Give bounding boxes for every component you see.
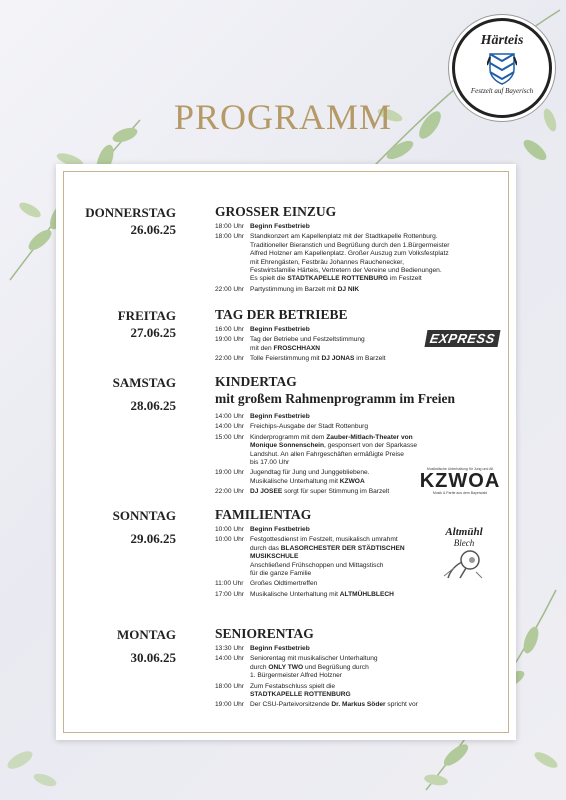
kzwoa-tagline-bottom: Musik & Partie aus dem Bayerwald xyxy=(432,491,488,495)
program-time: 19:00 Uhr xyxy=(215,336,244,344)
coat-of-arms-icon xyxy=(487,51,517,85)
page-title: PROGRAMM xyxy=(173,97,393,137)
logo-subtitle: Festzelt auf Bayerisch xyxy=(470,87,534,95)
day-label-friday xyxy=(76,307,176,341)
altmuehlblech-logo xyxy=(436,526,492,587)
day-name: MONTAG xyxy=(117,627,176,642)
program-card xyxy=(56,164,516,740)
program-row xyxy=(215,423,507,431)
program-row xyxy=(215,655,507,680)
program-text: DJ JOSEE sorgt für super Stimmung im Barzelt xyxy=(250,488,390,496)
program-time: 17:00 Uhr xyxy=(215,590,244,598)
day-heading: SENIORENTAG xyxy=(215,626,314,641)
program-time: 19:00 Uhr xyxy=(215,701,244,709)
program-time: 14:00 Uhr xyxy=(215,655,244,663)
day-heading: FAMILIENTAG xyxy=(215,507,312,522)
program-time: 10:00 Uhr xyxy=(215,526,244,533)
day-date: 30.06.25 xyxy=(130,650,176,665)
program-time: 22:00 Uhr xyxy=(215,488,244,496)
program-row xyxy=(215,355,507,363)
program-time: 14:00 Uhr xyxy=(215,413,244,420)
program-text: Tag der Betriebe und Festzeltstimmung mit den FROSCHHAXN xyxy=(250,336,365,352)
logo-title: Härteis xyxy=(480,33,524,48)
day-label-saturday xyxy=(76,374,176,414)
program-time: 18:00 Uhr xyxy=(215,223,244,230)
day-label-thursday xyxy=(76,204,176,238)
program-text: Beginn Festbetrieb xyxy=(250,326,310,333)
program-row xyxy=(215,645,507,653)
kzwoa-tagline-top: Musikalische Unterhaltung für Jung und Alt xyxy=(426,467,494,471)
day-name: SONNTAG xyxy=(112,508,176,523)
program-text: Tolle Feierstimmung mit DJ JONAS im Barzelt xyxy=(250,355,386,363)
program-time: 14:00 Uhr xyxy=(215,423,244,431)
program-time: 15:00 Uhr xyxy=(215,433,244,441)
program-row xyxy=(215,683,507,700)
program-text: Standkonzert am Kapellenplatz mit der Stadtkapelle Rottenburg. Traditioneller Bieranstich und Begrüßung durch den 1.Bürgermeister Alfred Holzner am Kapellenplatz. Großer Auszug zum Volksfestplatz mit Ehrengästen, Festbräu Johannes Rauchenecker, Festwirtsfamilie Härteis, Vertretern der Vereine und Bedienungen. Es spielt die STADTKAPELLE ROTTENBURG im Festzelt xyxy=(250,233,450,283)
express-logo: EXPRESS xyxy=(425,330,501,347)
day-name: SAMSTAG xyxy=(112,375,176,390)
day-date: 27.06.25 xyxy=(130,325,176,340)
program-row xyxy=(215,591,507,599)
program-text: Kinderprogramm mit dem Zauber-Mitlach-Theater von Monique Sonnenschein, gesponsert von der Sparkasse Landshut. An allen Fahrgeschäften ermäßigte Preise bis 17.00 Uhr xyxy=(250,433,418,467)
day-date: 28.06.25 xyxy=(130,398,176,413)
program-text: Partystimmung im Barzelt mit DJ NIK xyxy=(250,285,360,293)
program-text: Zum Festabschluss spielt die STADTKAPELLE ROTTENBURG xyxy=(250,682,351,699)
program-text: Beginn Festbetrieb xyxy=(250,223,310,230)
tuba-icon xyxy=(442,548,486,582)
day-name: DONNERSTAG xyxy=(85,205,176,220)
kzwoa-logo xyxy=(419,467,501,495)
day-label-sunday xyxy=(76,507,176,547)
program-time: 19:00 Uhr xyxy=(215,469,244,477)
program-text: Großes Oldtimertreffen xyxy=(250,580,318,588)
program-text: Beginn Festbetrieb xyxy=(250,645,310,652)
day-name: FREITAG xyxy=(117,308,176,323)
day-label-monday xyxy=(76,626,176,666)
program-row xyxy=(215,233,507,283)
program-text: Beginn Festbetrieb xyxy=(250,526,310,533)
program-time: 16:00 Uhr xyxy=(215,326,244,333)
program-text: Musikalische Unterhaltung mit ALTMÜHLBLECH xyxy=(250,590,394,598)
section-thursday xyxy=(215,204,507,296)
program-text: Seniorentag mit musikalischer Unterhaltung durch ONLY TWO und Begrüßung durch 1. Bürgermeister Alfred Holzner xyxy=(250,655,378,680)
kzwoa-wordmark: KZWOA xyxy=(419,470,501,492)
program-row xyxy=(215,413,507,421)
day-date: 26.06.25 xyxy=(130,222,176,237)
day-heading: TAG DER BETRIEBE xyxy=(215,307,348,322)
program-time: 22:00 Uhr xyxy=(215,355,244,363)
day-subheading: mit großem Rahmenprogramm im Freien xyxy=(215,391,455,406)
program-text: Beginn Festbetrieb xyxy=(250,413,310,420)
program-row xyxy=(215,701,507,709)
program-text: Festgottesdienst im Festzelt, musikalisch umrahmt durch das BLASORCHESTER DER STÄDTISCHEN MUSIKSCHULE Anschließend Frühschoppen und Mittagstisch für die ganze Familie xyxy=(250,536,405,578)
program-time: 11:00 Uhr xyxy=(215,580,244,588)
section-monday xyxy=(215,626,507,712)
program-time: 10:00 Uhr xyxy=(215,536,244,544)
program-text: Der CSU-Parteivorsitzende Dr. Markus Söder spricht vor xyxy=(250,701,418,709)
day-date: 29.06.25 xyxy=(130,531,176,546)
program-text: Freichips-Ausgabe der Stadt Rottenburg xyxy=(250,423,369,431)
day-heading: KINDERTAG xyxy=(215,374,297,389)
program-row xyxy=(215,434,507,468)
program-time: 22:00 Uhr xyxy=(215,285,244,293)
day-heading: GROSSER EINZUG xyxy=(215,204,337,219)
program-row xyxy=(215,223,507,231)
altm-subtitle: Blech xyxy=(453,538,475,548)
program-text: Jugendtag für Jung und Junggebliebene. Musikalische Unterhaltung mit KZWOA xyxy=(250,469,370,485)
program-time: 13:30 Uhr xyxy=(215,645,244,652)
program-row xyxy=(215,286,507,294)
program-time: 18:00 Uhr xyxy=(215,233,244,241)
program-time: 18:00 Uhr xyxy=(215,682,244,690)
altm-title: Altmühl xyxy=(445,526,483,538)
